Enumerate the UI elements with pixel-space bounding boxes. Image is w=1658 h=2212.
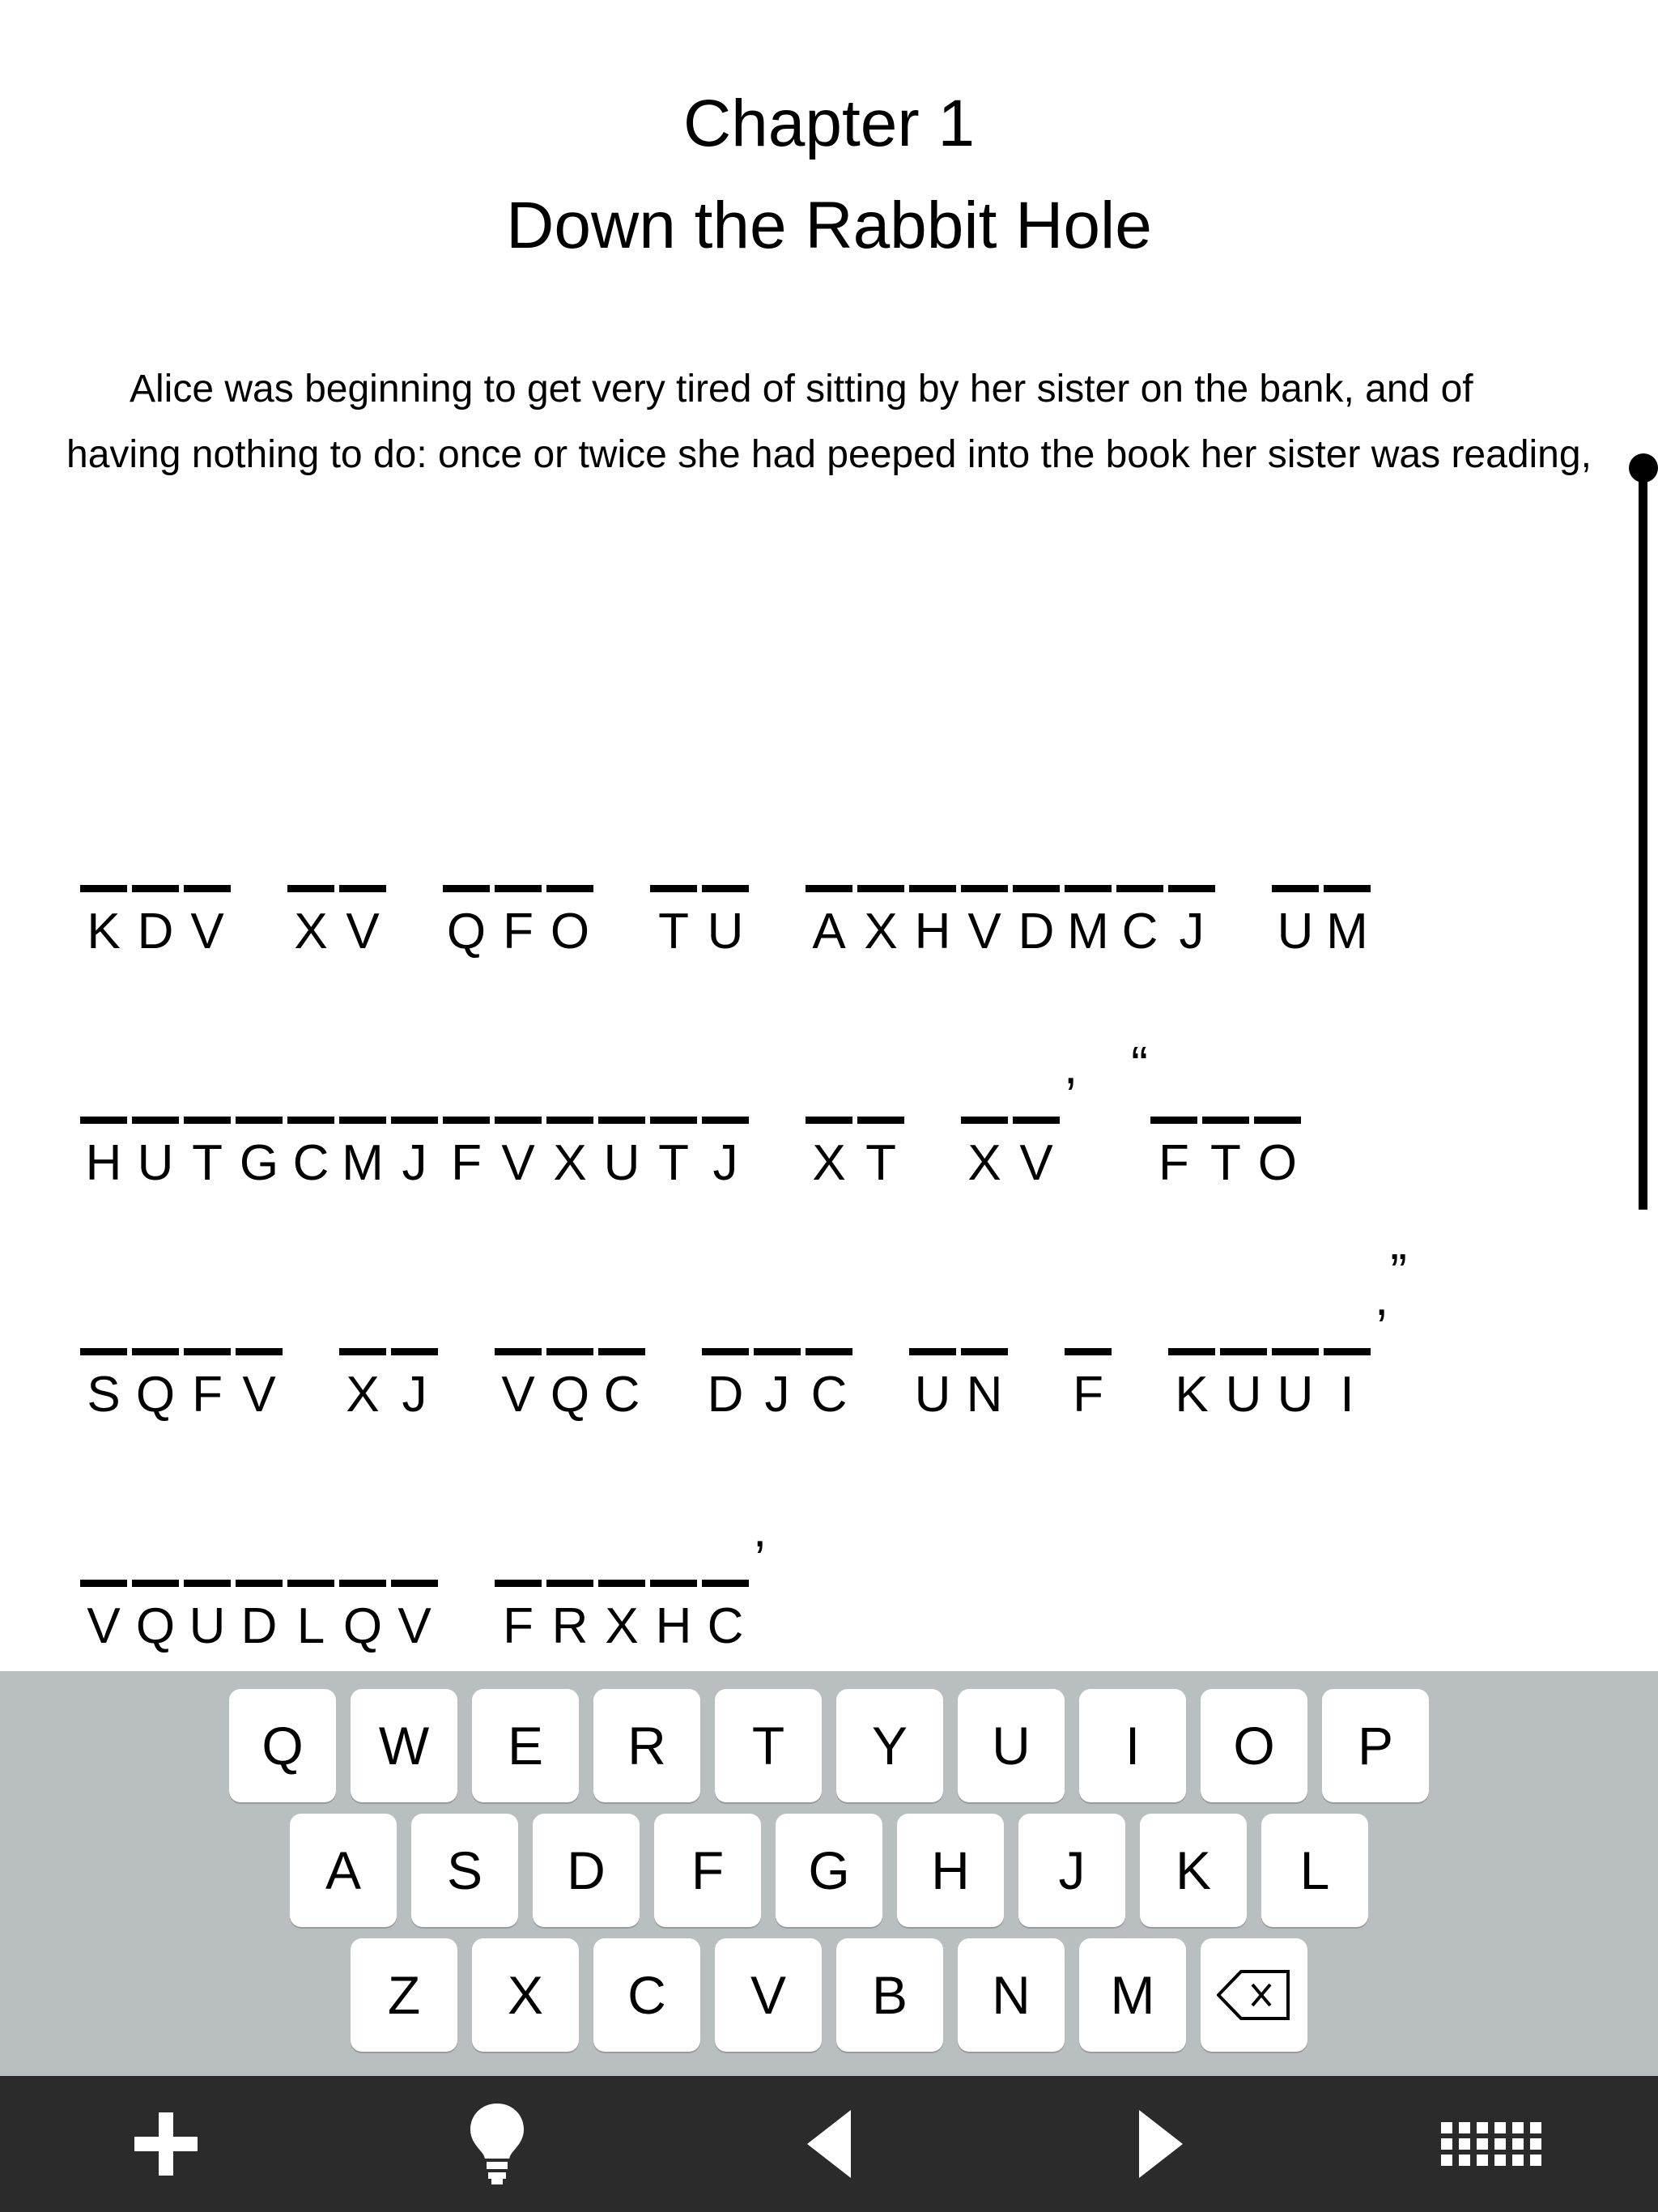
cipher-cell[interactable] [492,885,544,960]
key-v[interactable]: V [715,1938,822,2052]
key-s[interactable]: S [411,1814,518,1927]
cipher-cell[interactable] [648,1580,699,1655]
answer-blank [184,885,231,892]
cipher-cell[interactable] [803,885,855,960]
punctuation: , [753,1502,767,1558]
cipher-letter: X [294,904,328,959]
cipher-cell[interactable] [596,1117,648,1192]
cipher-letter: H [914,904,951,959]
triangle-left-icon [807,2110,851,2178]
puzzle-word [959,1039,1078,1192]
cipher-cell[interactable] [855,885,907,960]
key-a[interactable]: A [290,1814,397,1927]
cipher-letter: V [501,1367,535,1423]
key-p[interactable]: P [1322,1689,1429,1802]
answer-blank [1168,885,1215,892]
cipher-cell[interactable] [699,1348,751,1423]
answer-blank [702,1348,749,1355]
cipher-letter: D [707,1367,744,1423]
cipher-cell[interactable] [699,1580,751,1655]
answer-blank [287,885,334,892]
cipher-letter: K [1175,1367,1209,1423]
puzzle-word [492,1348,648,1423]
answer-blank [391,1348,438,1355]
cipher-letter: V [242,1367,276,1423]
puzzle-grid[interactable] [0,729,1658,1655]
cipher-cell[interactable] [1062,1348,1114,1423]
answer-blank [132,1580,179,1587]
cipher-letter: I [1340,1367,1354,1423]
cipher-cell[interactable] [285,1117,337,1192]
chapter-label: Chapter 1 [682,87,976,160]
answer-blank [754,1348,801,1355]
puzzle-word [1269,885,1373,960]
key-c[interactable]: C [593,1938,700,2052]
answer-blank [495,1117,542,1124]
cipher-cell[interactable] [907,1348,959,1423]
cipher-cell[interactable] [130,885,181,960]
cipher-letter: F [1158,1135,1189,1191]
cipher-letter: U [189,1598,226,1654]
keyboard-icon [1441,2122,1543,2166]
plus-icon [134,2112,198,2176]
key-t[interactable]: T [715,1689,822,1802]
key-d[interactable]: D [533,1814,640,1927]
answer-blank [339,1348,386,1355]
key-n[interactable]: N [958,1938,1065,2052]
cipher-cell[interactable] [544,1580,596,1655]
cipher-letter: J [402,1135,427,1191]
answer-blank [1220,1348,1267,1355]
cipher-letter: F [192,1367,223,1423]
answer-blank [391,1580,438,1587]
next-button[interactable] [995,2076,1327,2212]
cipher-letter: T [658,904,689,959]
cipher-letter: M [342,1135,384,1191]
puzzle-word [78,1580,440,1655]
answer-blank [1013,885,1060,892]
cipher-cell[interactable] [1148,1117,1200,1192]
answer-blank [546,1580,593,1587]
cipher-letter: C [810,1367,848,1423]
puzzle-word [1062,1348,1114,1423]
cipher-cell[interactable] [78,1580,130,1655]
previous-button[interactable] [663,2076,995,2212]
cipher-cell[interactable] [130,1348,181,1423]
cipher-letter: T [865,1135,896,1191]
key-m[interactable]: M [1079,1938,1186,2052]
punctuation: “ [1131,1037,1148,1093]
cipher-letter: Q [135,1367,176,1423]
puzzle-word [492,1502,767,1655]
cipher-cell[interactable] [1062,885,1114,960]
answer-blank [546,885,593,892]
puzzle-word [285,885,389,960]
punctuation: ” [1390,1244,1407,1300]
cipher-letter: J [764,1367,790,1423]
cipher-letter: J [1179,904,1205,959]
answer-blank [1272,1348,1319,1355]
answer-blank [1065,1348,1112,1355]
cipher-letter: V [397,1598,432,1654]
answer-blank [806,1348,852,1355]
cipher-letter: D [137,904,174,959]
cipher-letter: C [603,1367,640,1423]
cipher-cell[interactable] [492,1117,544,1192]
answer-blank [1324,1348,1371,1355]
cipher-cell[interactable] [751,1348,803,1423]
keyboard-row [0,1689,1658,1802]
answer-blank [1272,885,1319,892]
answer-blank [806,1117,852,1124]
cipher-letter: O [550,904,590,959]
cipher-letter: L [296,1598,325,1654]
cipher-letter: D [240,1598,278,1654]
cipher-letter: X [967,1135,1001,1191]
cipher-cell[interactable] [1218,1348,1269,1423]
answer-blank [650,885,697,892]
answer-blank [961,1348,1008,1355]
cipher-cell[interactable] [907,885,959,960]
cipher-cell[interactable] [959,885,1010,960]
excerpt-text: Alice was beginning to get very tired of sitting by her sister on the bank, and of having nothing to do: once or twice she had peeped into the book her sister was reading, [66,368,1592,476]
cipher-letter: C [1121,904,1158,959]
cipher-letter: X [605,1598,639,1654]
cipher-letter: J [402,1367,427,1423]
cipher-cell[interactable] [1269,885,1321,960]
cipher-cell[interactable] [233,1348,285,1423]
answer-blank [443,1117,490,1124]
cipher-letter: F [503,904,534,959]
cipher-cell[interactable] [337,1117,389,1192]
cipher-cell[interactable] [337,885,389,960]
answer-blank [184,1580,231,1587]
answer-blank [702,1580,749,1587]
answer-blank [909,885,956,892]
cipher-cell[interactable] [648,885,699,960]
cipher-cell[interactable] [78,1117,130,1192]
cipher-letter: V [87,1598,121,1654]
cipher-letter: M [1326,904,1368,959]
cipher-cell[interactable] [337,1348,389,1423]
answer-blank [650,1580,697,1587]
cipher-cell[interactable] [492,1580,544,1655]
puzzle-word [803,885,1218,960]
keyboard-toggle-button[interactable] [1326,2076,1658,2212]
puzzle-word [648,885,751,960]
answer-blank [1013,1117,1060,1124]
answer-blank [80,885,127,892]
cipher-cell[interactable] [1269,1348,1321,1423]
cipher-cell[interactable] [492,1348,544,1423]
cipher-letter: K [87,904,121,959]
cipher-letter: N [966,1367,1003,1423]
punctuation: , [1375,1270,1389,1326]
puzzle-word [337,1348,440,1423]
key-z[interactable]: Z [351,1938,457,2052]
puzzle-word [440,885,596,960]
answer-blank [391,1117,438,1124]
on-screen-keyboard[interactable] [0,1671,1658,2076]
keyboard-row [0,1938,1658,2052]
cipher-cell[interactable] [337,1580,389,1655]
header [0,0,1658,262]
puzzle-row [0,729,1658,960]
cipher-letter: M [1067,904,1109,959]
cipher-letter: R [551,1598,589,1654]
cipher-letter: V [190,904,224,959]
puzzle-row [0,960,1658,1192]
cipher-letter: F [1073,1367,1103,1423]
answer-blank [598,1117,645,1124]
key-e[interactable]: E [472,1689,579,1802]
cipher-letter: V [967,904,1001,959]
cipher-letter: G [239,1135,279,1191]
answer-blank [961,1117,1008,1124]
answer-blank [132,1117,179,1124]
cipher-letter: C [707,1598,744,1654]
answer-blank [80,1580,127,1587]
puzzle-word [1129,1037,1303,1192]
answer-blank [1254,1117,1301,1124]
answer-blank [132,1348,179,1355]
cipher-cell[interactable] [389,1117,440,1192]
cipher-letter: T [192,1135,223,1191]
cipher-cell[interactable] [1166,885,1218,960]
cipher-letter: H [85,1135,122,1191]
cipher-cell[interactable] [130,1580,181,1655]
answer-blank [702,1117,749,1124]
cipher-letter: X [346,1367,380,1423]
page-title: Down the Rabbit Hole [506,189,1152,262]
puzzle-word [78,1117,751,1192]
answer-blank [1202,1117,1249,1124]
cipher-cell[interactable] [1166,1348,1218,1423]
cipher-letter: S [87,1367,121,1423]
cipher-cell[interactable] [596,1348,648,1423]
answer-blank [546,1348,593,1355]
cipher-letter: U [1277,1367,1314,1423]
cipher-cell[interactable] [440,1117,492,1192]
cipher-cell[interactable] [1321,1348,1373,1423]
answer-blank [236,1348,283,1355]
key-i[interactable]: I [1079,1689,1186,1802]
cipher-letter: O [1257,1135,1297,1191]
cipher-cell[interactable] [181,1117,233,1192]
answer-blank [495,885,542,892]
key-b[interactable]: B [836,1938,943,2052]
key-l[interactable]: L [1261,1814,1368,1927]
cipher-cell[interactable] [699,885,751,960]
lightbulb-icon [462,2100,532,2189]
answer-blank [598,1580,645,1587]
cipher-letter: J [712,1135,738,1191]
cipher-letter: V [346,904,380,959]
cipher-cell[interactable] [648,1117,699,1192]
cipher-cell[interactable] [959,1117,1010,1192]
keyboard-row [0,1814,1658,1927]
cipher-cell[interactable] [855,1117,907,1192]
answer-blank [857,1117,904,1124]
key-f[interactable]: F [654,1814,761,1927]
triangle-right-icon [1139,2110,1183,2178]
answer-blank [806,885,852,892]
cipher-letter: U [707,904,744,959]
cipher-cell[interactable] [130,1117,181,1192]
backspace-icon [1217,1970,1291,2020]
answer-blank [598,1348,645,1355]
cipher-cell[interactable] [389,1348,440,1423]
answer-blank [184,1348,231,1355]
answer-blank [495,1348,542,1355]
cipher-cell[interactable] [181,1580,233,1655]
cipher-letter: Q [550,1367,590,1423]
puzzle-word [803,1117,907,1192]
key-k[interactable]: K [1140,1814,1247,1927]
puzzle-word [78,885,233,960]
cipher-cell[interactable] [233,1117,285,1192]
answer-blank [236,1580,283,1587]
key-x[interactable]: X [472,1938,579,2052]
cipher-letter: T [1209,1135,1241,1191]
cipher-letter: F [451,1135,482,1191]
key-y[interactable]: Y [836,1689,943,1802]
key-g[interactable]: G [776,1814,882,1927]
cipher-letter: F [503,1598,534,1654]
add-button[interactable] [0,2076,332,2212]
answer-blank [546,1117,593,1124]
cipher-letter: U [1225,1367,1262,1423]
answer-blank [443,885,490,892]
scrollbar-knob[interactable] [1629,453,1658,483]
cipher-letter: X [864,904,898,959]
cipher-letter: X [812,1135,846,1191]
answer-blank [495,1580,542,1587]
cipher-cell[interactable] [544,1348,596,1423]
cipher-cell[interactable] [1010,1117,1062,1192]
cipher-letter: X [553,1135,587,1191]
answer-blank [80,1348,127,1355]
cipher-cell[interactable] [1010,885,1062,960]
key-q[interactable]: Q [229,1689,336,1802]
cipher-letter: V [501,1135,535,1191]
answer-blank [339,1580,386,1587]
answer-blank [650,1117,697,1124]
puzzle-word [699,1348,855,1423]
punctuation: , [1064,1039,1078,1095]
cipher-letter: Q [446,904,487,959]
cipher-cell[interactable] [544,885,596,960]
cipher-cell[interactable] [78,885,130,960]
cipher-letter: T [658,1135,689,1191]
answer-blank [339,1117,386,1124]
puzzle-row [0,1192,1658,1423]
cipher-cell[interactable] [1200,1117,1252,1192]
cipher-letter: V [1019,1135,1053,1191]
answer-blank [132,885,179,892]
cipher-cell[interactable] [285,885,337,960]
answer-blank [961,885,1008,892]
cipher-cell[interactable] [181,885,233,960]
cipher-cell[interactable] [78,1348,130,1423]
cipher-cell[interactable] [389,1580,440,1655]
cipher-letter: U [1277,904,1314,959]
cipher-letter: H [655,1598,692,1654]
cipher-letter: U [914,1367,951,1423]
puzzle-word [78,1348,285,1423]
cipher-cell[interactable] [959,1348,1010,1423]
answer-blank [1324,885,1371,892]
cipher-cell[interactable] [440,885,492,960]
cipher-letter: D [1018,904,1055,959]
cipher-cell[interactable] [1252,1117,1303,1192]
cipher-letter: U [137,1135,174,1191]
cipher-letter: A [812,904,846,959]
answer-blank [1116,885,1163,892]
key-o[interactable]: O [1201,1689,1307,1802]
hint-button[interactable] [332,2076,664,2212]
answer-blank [702,885,749,892]
cipher-cell[interactable] [181,1348,233,1423]
answer-blank [184,1117,231,1124]
cipher-cell[interactable] [803,1117,855,1192]
answer-blank [236,1117,283,1124]
backspace-key[interactable] [1201,1938,1307,2052]
key-h[interactable]: H [897,1814,1004,1927]
cipher-cell[interactable] [699,1117,751,1192]
puzzle-word [1166,1244,1407,1423]
answer-blank [1168,1348,1215,1355]
answer-blank [1150,1117,1197,1124]
cipher-cell[interactable] [233,1580,285,1655]
cipher-letter: Q [135,1598,176,1654]
cipher-cell[interactable] [1321,885,1373,960]
answer-blank [339,885,386,892]
cipher-letter: U [603,1135,640,1191]
bottom-toolbar[interactable] [0,2076,1658,2212]
key-j[interactable]: J [1018,1814,1125,1927]
cipher-cell[interactable] [1114,885,1166,960]
answer-blank [1065,885,1112,892]
cipher-cell[interactable] [544,1117,596,1192]
puzzle-row [0,1423,1658,1655]
answer-blank [287,1580,334,1587]
cipher-letter: Q [342,1598,383,1654]
key-w[interactable]: W [351,1689,457,1802]
answer-blank [909,1348,956,1355]
answer-blank [80,1117,127,1124]
cipher-letter: C [292,1135,329,1191]
answer-blank [287,1117,334,1124]
cipher-cell[interactable] [285,1580,337,1655]
puzzle-word [907,1348,1010,1423]
key-u[interactable]: U [958,1689,1065,1802]
cipher-cell[interactable] [803,1348,855,1423]
answer-blank [857,885,904,892]
key-r[interactable]: R [593,1689,700,1802]
cipher-cell[interactable] [596,1580,648,1655]
